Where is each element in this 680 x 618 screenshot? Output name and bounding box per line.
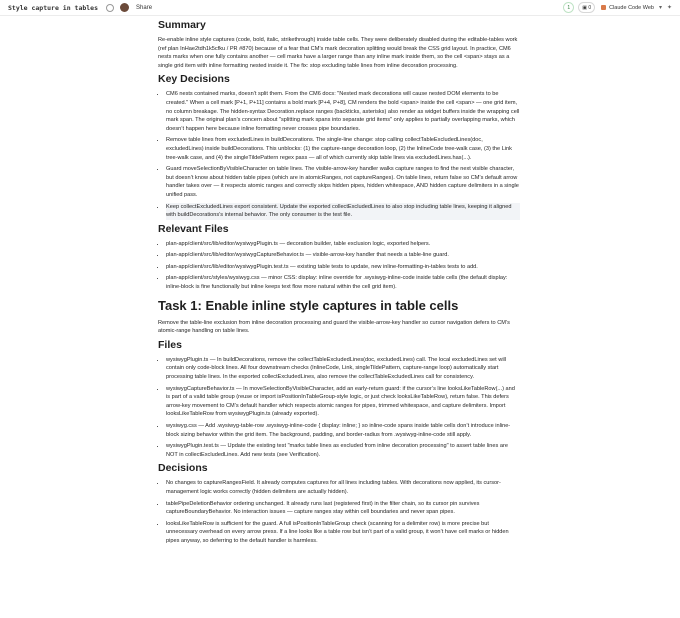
- list-item: • plan-app/client/src/lib/editor/wysiwygPlugin.test.ts — existing table tests to update, new inline-formatting-in-tables tests to add.: [166, 263, 520, 272]
- list-item: • Guard moveSelectionByVisibleCharacter on table lines. The visible-arrow-key handler walks capture ranges to find the next visible character, but doesn’t know about hidden table pipes (which are in atomicRanges, not captureRanges). On table lines, return false so CM’s default arrow handler takes over — it respects atomic ranges and correctly skips hidden pipes, hidden whitespace, AND hidden capture delimiters in a single unified pass.: [166, 165, 520, 199]
- list-item: • looksLikeTableRow is sufficient for the guard. A full isPositionInTableGroup check (scanning for a delimiter row) is more precise but unnecessary overhead on every arrow press. If a line looks like a table row but isn’t part of a valid group, it won’t have cell marks or hidden pipes anyway, so deferring to the default handler is harmless.: [166, 520, 520, 546]
- section-heading: Key Decisions: [158, 73, 230, 86]
- avatar[interactable]: [120, 3, 129, 12]
- comments-button[interactable]: [578, 2, 595, 13]
- claude-icon: [601, 5, 606, 10]
- status-badge[interactable]: [563, 2, 574, 13]
- list-item: • plan-app/client/src/lib/editor/wysiwygCaptureBehavior.ts — visible-arrow-key handler that needs a table-line guard.: [166, 251, 520, 260]
- section-heading: Decisions: [158, 462, 208, 475]
- list-item: • No changes to captureRangesField. It already computes captures for all lines including tables. With decorations now applied, its cursor-management logic works correctly (hidden delimiters are actually hidden).: [166, 479, 520, 496]
- section-heading: Relevant Files: [158, 222, 229, 235]
- sparkle-icon[interactable]: ✦: [666, 5, 672, 11]
- list-item: • tablePipeDeletionBehavior ordering unchanged. It already runs last (registered first) in the filter chain, so its cursor pin survives captureBoundaryBehavior. No interaction issues — capture ranges stay within cell boundaries and never span pipes.: [166, 500, 520, 517]
- document-title: Style capture in tables: [8, 3, 99, 12]
- comment-count: 0: [588, 4, 592, 11]
- list: [158, 479, 520, 545]
- section-heading: Files: [158, 338, 182, 351]
- list: [158, 240, 520, 292]
- list-item: • wysiwygCaptureBehavior.ts — In moveSelectionByVisibleCharacter, add an early-return guard: if the cursor’s line looksLikeTableRow(...) and is part of a valid table group (reuse or import isPositionInTableGroup-style logic, or just check looksLikeTableRow), return false. This defers arrow-key movement to CM’s default handler which respects atomic ranges for pipes, trimmed whitespace, and capture delimiters. Import looksLikeTableRow from wysiwygPlugin.ts (already exported).: [166, 385, 520, 419]
- list-item: • plan-app/client/src/styles/wysiwyg.css — minor CSS: display: inline override for .wysiwyg-inline-code inside table cells (the default display: inline-block is fine functionally but inline keeps text flow more natural within the cell grid item).: [166, 274, 520, 291]
- list-item: • Keep collectExcludedLines export consistent. Update the exported collectExcludedLines to also stop including table lines, keeping it aligned with buildDecorations’s internal behavior. The only consumer is the test file.: [166, 203, 520, 220]
- chevron-down-icon: ▾: [658, 5, 662, 11]
- section-heading: Summary: [158, 19, 206, 31]
- list-item: • CM6 nests contained marks, doesn’t split them. From the CM6 docs: "Nested mark decorations will cause nested DOM elements to be created." When a cell mark [P+1, P+11] contains a bold mark [P+4, P+8], CM renders the bold <span> inside the cell <span> — one grid item, no column breakage. The hidden-syntax Decoration.replace ranges (backticks, asterisks) also render as widget buffers inside the wrapping cell mark span. The original plan’s concern about "splitting mark spans into separate grid items" only applies to partially overlapping marks, which doesn’t happen here because inline formatting never crosses pipe boundaries.: [166, 90, 520, 133]
- task-heading: Task 1: Enable inline style captures in table cells: [158, 297, 459, 313]
- list-item: • Remove table lines from excludedLines in buildDecorations. The single-line change: stop calling collectTableExcludedLines(doc, excludedLines) inside buildDecorations. This unblocks: (1) the capture-range decoration loop, (2) the InlineCode tree-walk case, (3) the Link tree-walk case, and (4) the singleTildePattern regex pass — all of which currently skip table lines via excludedLines.has(...).: [166, 136, 520, 162]
- paragraph: Remove the table-line exclusion from inline decoration processing and guard the visible-arrow-key handler so cursor navigation defers to CM’s atomic-range handling on table lines.: [158, 319, 510, 335]
- list-item: • wysiwygPlugin.ts — In buildDecorations, remove the collectTableExcludedLines(doc, excludedLines) call. The local excludedLines set will contain only code-block lines. All four downstream checks (InlineCode, Link, singleTildePattern, capture-range loop) automatically start processing table lines. In the exported collectExcludedLines, also remove the collectTableExcludedLines call for consistency.: [166, 356, 520, 382]
- history-icon[interactable]: [106, 4, 114, 12]
- top-bar: [0, 0, 680, 16]
- brand-label: Claude Code Web: [609, 4, 654, 11]
- paragraph: Re-enable inline style captures (code, bold, italic, strikethrough) inside table cells. They were deliberately disabled during the editable-tables work (ref plan InHae2tdh1k5cfku / PR #870) because of a fear that CM’s mark decoration splitting would break the CSS grid layout. In practice, CM6 nests marks when one fully contains another — cell marks have a larger range than any inline mark inside them, so the cell <span> stays as a single grid item with inline formatting nested inside it. The fix: stop excluding table lines from inline decoration processing.: [158, 37, 518, 69]
- share-button[interactable]: Share: [136, 4, 153, 11]
- brand-button[interactable]: [601, 4, 662, 11]
- list: [158, 356, 520, 460]
- list-item: • wysiwyg.css — Add .wysiwyg-table-row .wysiwyg-inline-code { display: inline; } so inline-code spans inside table cells don’t introduce inline-block sizing behavior within the grid item. The background, padding, and border-radius from .wysiwyg-inline-code still apply.: [166, 422, 520, 439]
- list: [158, 90, 520, 219]
- document-body[interactable]: [158, 16, 520, 549]
- comment-icon: ▣: [582, 4, 589, 11]
- badge-count: 1: [567, 4, 571, 11]
- list-item: • plan-app/client/src/lib/editor/wysiwygPlugin.ts — decoration builder, table exclusion logic, exported helpers.: [166, 240, 520, 249]
- list-item: • wysiwygPlugin.test.ts — Update the existing test "marks table lines as excluded from inline decoration processing" to assert table lines are NOT in collectExcludedLines. Add new tests (see Verification).: [166, 442, 520, 459]
